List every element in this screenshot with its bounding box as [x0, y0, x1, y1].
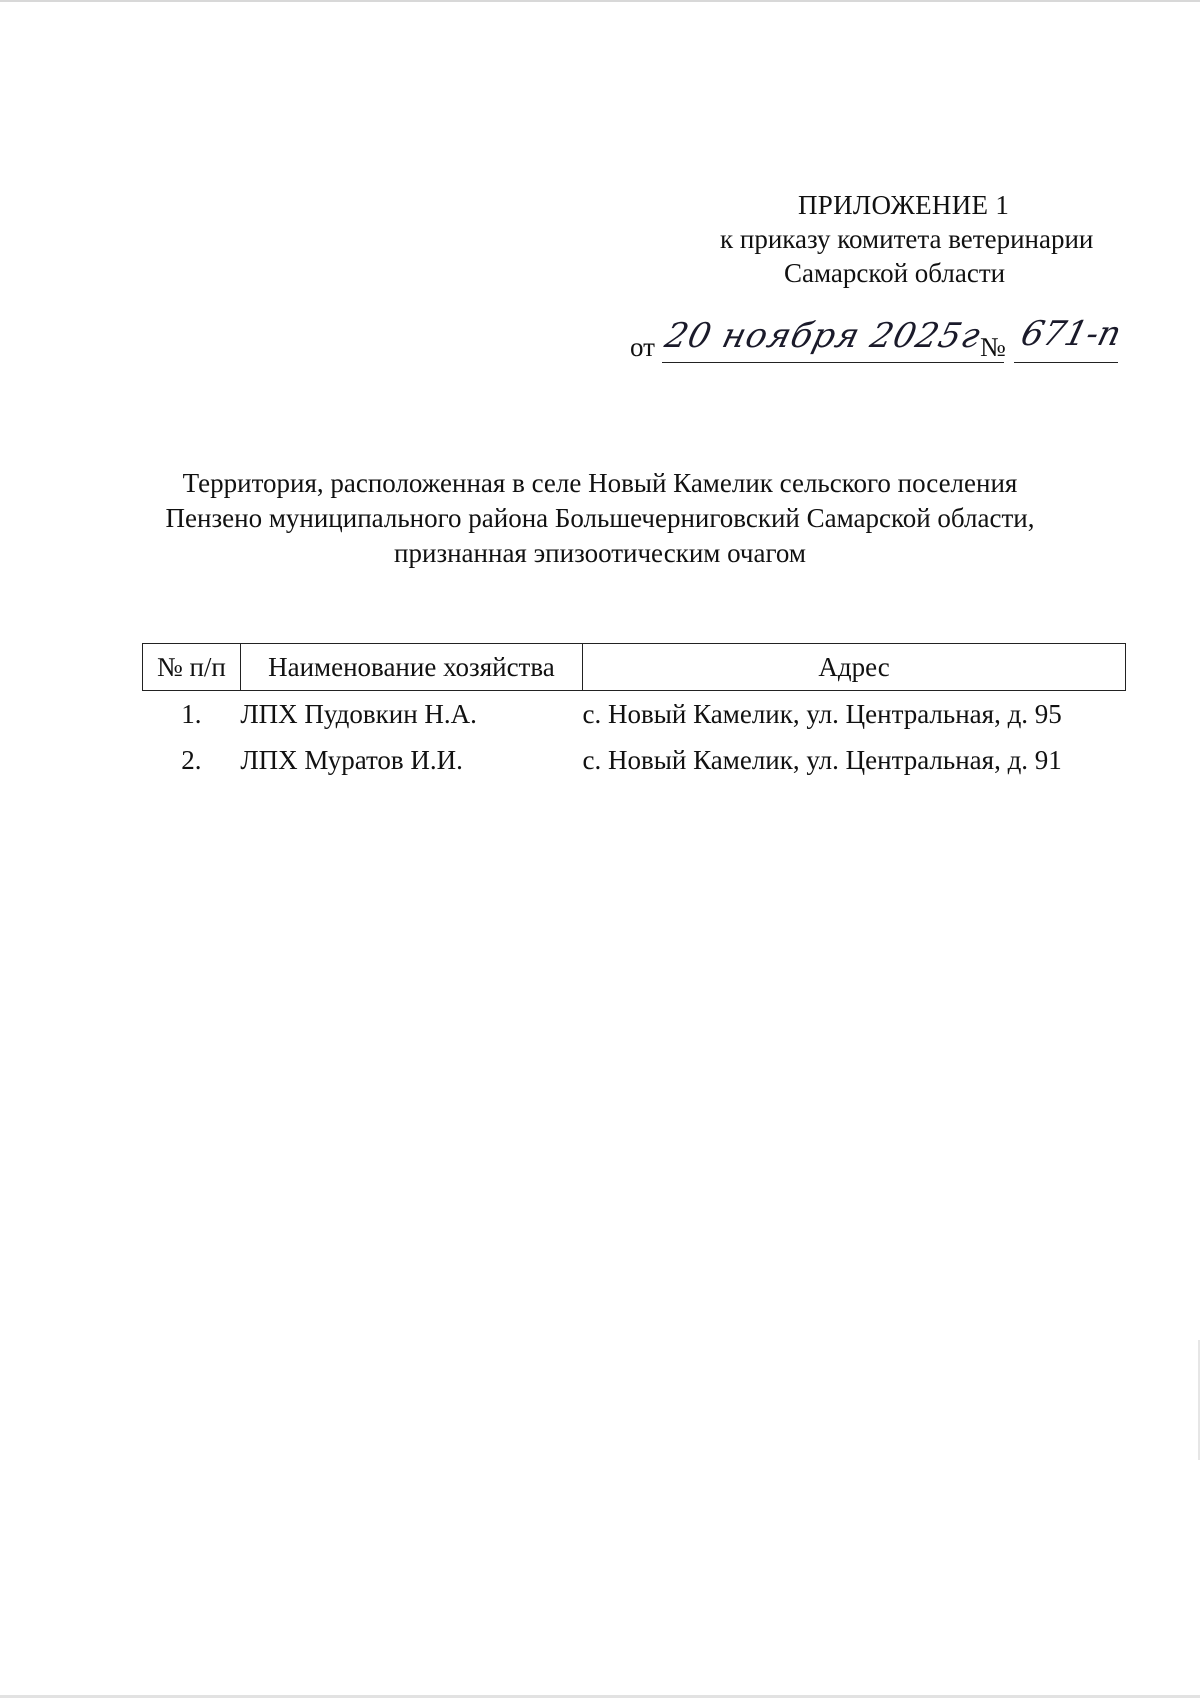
document-heading — [100, 466, 1100, 571]
table-row — [143, 691, 1126, 738]
row-number: 1. — [181, 698, 202, 729]
appendix-title: ПРИЛОЖЕНИЕ 1 — [798, 190, 1010, 220]
table-row — [143, 737, 1126, 783]
estates-table — [142, 643, 1126, 783]
order-date-field — [661, 316, 1004, 363]
row-estate-name: ЛПХ Пудовкин Н.А. — [240, 698, 477, 729]
order-reference — [630, 314, 1130, 370]
order-number-handwritten: 671-п — [1017, 314, 1126, 354]
table-header-row — [143, 644, 1126, 691]
row-number: 2. — [181, 744, 202, 775]
heading-line-2: Пензено муниципального района Большечерниговский Самарской области, — [165, 503, 1035, 533]
appendix-region: Самарской области — [784, 258, 1006, 288]
order-from-label: от — [630, 332, 655, 362]
heading-line-1: Территория, расположенная в селе Новый Камелик сельского поселения — [182, 468, 1018, 498]
row-address: с. Новый Камелик, ул. Центральная, д. 95 — [582, 698, 1062, 729]
header-number: № п/п — [143, 644, 241, 691]
row-estate-name: ЛПХ Муратов И.И. — [240, 744, 463, 775]
appendix-reference: к приказу комитета ветеринарии — [720, 224, 1094, 254]
scan-edge-top — [0, 0, 1200, 2]
order-number-label: № — [980, 332, 1006, 362]
row-address: с. Новый Камелик, ул. Центральная, д. 91 — [582, 744, 1062, 775]
order-number-field — [1014, 314, 1126, 363]
heading-line-3: признанная эпизоотическим очагом — [394, 538, 806, 568]
order-date-handwritten: 20 ноября 2025г — [661, 316, 985, 356]
header-address: Адрес — [583, 644, 1126, 691]
header-estate-name: Наименование хозяйства — [240, 644, 582, 691]
